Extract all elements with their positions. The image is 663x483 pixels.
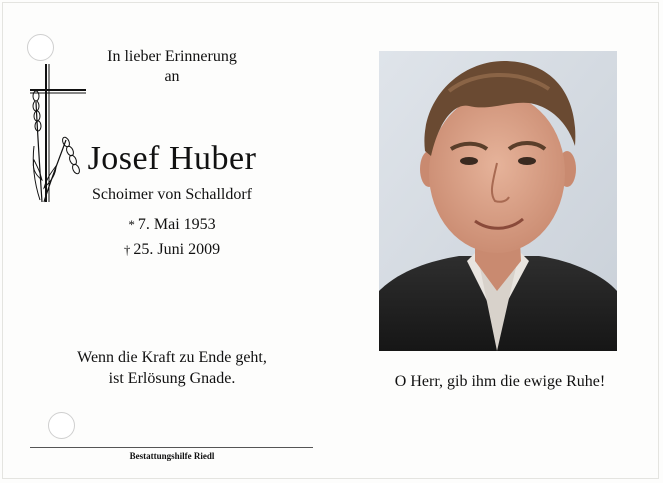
birth-date: 7. Mai 1953: [137, 216, 216, 233]
death-cross-icon: †: [123, 242, 131, 257]
death-date: 25. Juni 2009: [133, 241, 221, 258]
quote-line-2: ist Erlösung Gnade.: [108, 370, 236, 387]
heading-in-memory: In lieber Erinnerung: [107, 48, 237, 65]
punch-hole-top: [27, 34, 54, 61]
cross-with-wheat-icon: [28, 62, 90, 204]
birth-date-line: [112, 216, 232, 234]
heading-to: an: [164, 68, 180, 85]
birth-star-icon: *: [128, 217, 135, 232]
deceased-origin: Schoimer von Schalldorf: [92, 186, 252, 203]
quote-line-1: Wenn die Kraft zu Ende geht,: [77, 349, 267, 366]
prayer-text: O Herr, gib ihm die ewige Ruhe!: [394, 373, 606, 390]
undertaker-name: Bestattungshilfe Riedl: [129, 451, 215, 461]
punch-hole-bottom: [48, 412, 75, 439]
deceased-name: Josef Huber: [87, 140, 257, 177]
portrait-photo: [379, 51, 617, 351]
footer-divider: [30, 447, 313, 448]
death-date-line: [112, 241, 232, 259]
